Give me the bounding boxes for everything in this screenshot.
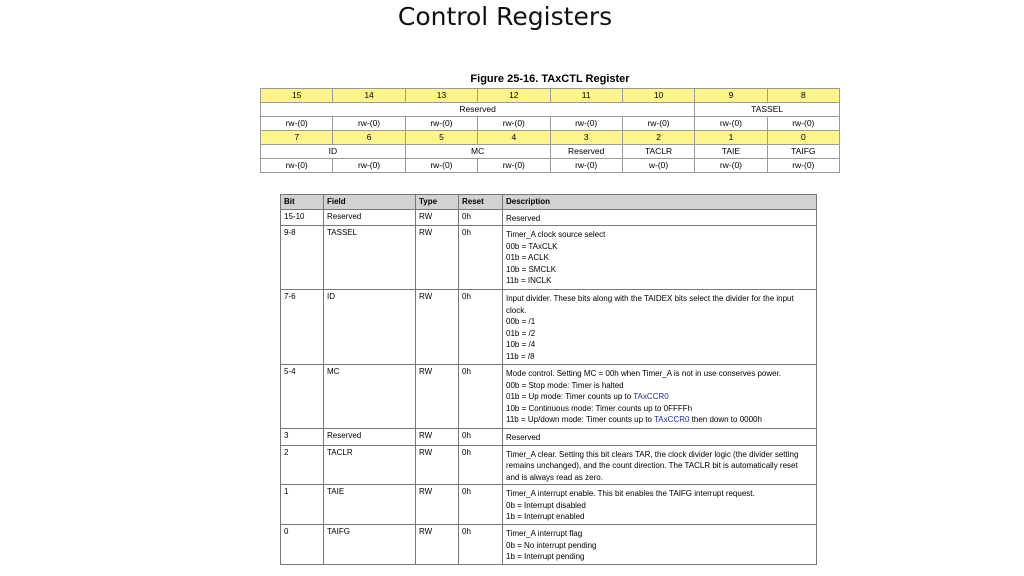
- cell-field: TACLR: [324, 445, 416, 485]
- access-value: rw-(0): [405, 117, 477, 131]
- bit-number: 14: [333, 89, 405, 103]
- desc-line: Timer_A interrupt enable. This bit enables the TAIFG interrupt request.: [506, 489, 755, 498]
- taxccr0-link[interactable]: TAxCCR0: [633, 392, 669, 401]
- cell-bit: 7-6: [281, 290, 324, 365]
- bit-number: 15: [261, 89, 333, 103]
- desc-line: Reserved: [506, 213, 541, 223]
- field-reserved-low: Reserved: [550, 145, 622, 159]
- desc-line: Mode control. Setting MC = 00h when Timer_A is not in use conserves power.: [506, 369, 782, 378]
- desc-line: Timer_A clock source select: [506, 230, 606, 239]
- bit-number: 2: [622, 131, 694, 145]
- cell-bit: 2: [281, 445, 324, 485]
- access-value: rw-(0): [333, 117, 405, 131]
- low-bit-numbers-row: [261, 131, 840, 145]
- desc-line: 01b = /2: [506, 328, 536, 338]
- column-header-bit: Bit: [281, 195, 324, 210]
- cell-field: TAIFG: [324, 525, 416, 565]
- cell-reset: 0h: [459, 485, 503, 525]
- access-value: rw-(0): [478, 117, 550, 131]
- access-value: rw-(0): [767, 159, 839, 173]
- cell-reset: 0h: [459, 209, 503, 226]
- cell-description: [503, 485, 817, 525]
- cell-reset: 0h: [459, 365, 503, 429]
- bit-number: 1: [695, 131, 767, 145]
- bit-number: 9: [695, 89, 767, 103]
- field-tassel: TASSEL: [695, 103, 840, 117]
- bit-number: 7: [261, 131, 333, 145]
- desc-text: then down to 0000h: [689, 415, 762, 424]
- access-value: w-(0): [622, 159, 694, 173]
- desc-line: 1b = Interrupt enabled: [506, 512, 585, 521]
- high-bit-numbers-row: [261, 89, 840, 103]
- bit-number: 13: [405, 89, 477, 103]
- table-row: [281, 290, 817, 365]
- field-id: ID: [261, 145, 406, 159]
- slide-title: Control Registers: [397, 2, 613, 31]
- cell-description: [503, 445, 817, 485]
- cell-reset: 0h: [459, 445, 503, 485]
- desc-line: 0b = Interrupt disabled: [506, 500, 586, 510]
- desc-line: 10b = SMCLK: [506, 264, 557, 274]
- desc-line: 11b = INCLK: [506, 276, 552, 285]
- bit-number: 11: [550, 89, 622, 103]
- low-access-row: [261, 159, 840, 173]
- table-row: [281, 445, 817, 485]
- bit-number: 3: [550, 131, 622, 145]
- desc-line: Timer_A interrupt flag: [506, 529, 583, 538]
- desc-line: [506, 391, 813, 403]
- access-value: rw-(0): [767, 117, 839, 131]
- column-header-description: Description: [503, 195, 817, 210]
- cell-field: Reserved: [324, 429, 416, 446]
- desc-line: 00b = TAxCLK: [506, 241, 558, 251]
- cell-reset: 0h: [459, 525, 503, 565]
- bit-number: 12: [478, 89, 550, 103]
- cell-bit: 3: [281, 429, 324, 446]
- access-value: rw-(0): [622, 117, 694, 131]
- bit-number: 8: [767, 89, 839, 103]
- table-row: [281, 525, 817, 565]
- access-value: rw-(0): [478, 159, 550, 173]
- desc-line: 00b = /1: [506, 317, 536, 326]
- cell-bit: 5-4: [281, 365, 324, 429]
- cell-type: RW: [416, 290, 459, 365]
- desc-line: 10b = /4: [506, 340, 536, 349]
- table-row: [281, 429, 817, 446]
- desc-line: 10b = Continuous mode: Timer counts up to 0FFFFh: [506, 403, 693, 413]
- cell-bit: 0: [281, 525, 324, 565]
- cell-description: [503, 429, 817, 446]
- cell-bit: 15-10: [281, 209, 324, 226]
- cell-type: RW: [416, 209, 459, 226]
- desc-line: 01b = ACLK: [506, 253, 549, 262]
- column-header-reset: Reset: [459, 195, 503, 210]
- field-taclr: TACLR: [622, 145, 694, 159]
- taxccr0-link[interactable]: TAxCCR0: [654, 415, 690, 424]
- field-taifg: TAIFG: [767, 145, 839, 159]
- cell-field: TAIE: [324, 485, 416, 525]
- access-value: rw-(0): [333, 159, 405, 173]
- cell-type: RW: [416, 445, 459, 485]
- register-map: [260, 88, 840, 173]
- access-value: rw-(0): [550, 159, 622, 173]
- cell-description: [503, 290, 817, 365]
- desc-line: Input divider. These bits along with the TAIDEX bits select the divider for the input clock.: [506, 294, 794, 315]
- bit-number: 0: [767, 131, 839, 145]
- cell-type: RW: [416, 365, 459, 429]
- bit-number: 4: [478, 131, 550, 145]
- desc-text: 11b = Up/down mode: Timer counts up to: [506, 415, 655, 424]
- desc-line: 00b = Stop mode: Timer is halted: [506, 380, 624, 390]
- table-header-row: [281, 195, 817, 210]
- cell-bit: 9-8: [281, 226, 324, 290]
- cell-field: Reserved: [324, 209, 416, 226]
- high-fields-row: [261, 103, 840, 117]
- access-value: rw-(0): [550, 117, 622, 131]
- cell-type: RW: [416, 429, 459, 446]
- low-fields-row: [261, 145, 840, 159]
- bit-number: 6: [333, 131, 405, 145]
- column-header-type: Type: [416, 195, 459, 210]
- desc-line: Reserved: [506, 433, 541, 442]
- table-row: [281, 226, 817, 290]
- cell-description: [503, 226, 817, 290]
- figure-title: Figure 25-16. TAxCTL Register: [470, 73, 630, 85]
- high-access-row: [261, 117, 840, 131]
- field-description-table: [280, 194, 817, 565]
- field-taie: TAIE: [695, 145, 767, 159]
- desc-line: 11b = /8: [506, 351, 535, 361]
- field-reserved-high: Reserved: [261, 103, 695, 117]
- cell-reset: 0h: [459, 290, 503, 365]
- cell-field: MC: [324, 365, 416, 429]
- access-value: rw-(0): [695, 117, 767, 131]
- column-header-field: Field: [324, 195, 416, 210]
- desc-line: Timer_A clear. Setting this bit clears TAR, the clock divider logic (the divider setting remains unchanged), and the count direction. The TACLR bit is automatically reset and is always read as zero.: [506, 449, 799, 482]
- cell-reset: 0h: [459, 429, 503, 446]
- desc-line: 0b = No interrupt pending: [506, 540, 597, 550]
- cell-field: ID: [324, 290, 416, 365]
- table-row: [281, 365, 817, 429]
- cell-description: [503, 365, 817, 429]
- cell-reset: 0h: [459, 226, 503, 290]
- field-mc: MC: [405, 145, 550, 159]
- access-value: rw-(0): [261, 117, 333, 131]
- cell-type: RW: [416, 525, 459, 565]
- table-row: [281, 209, 817, 226]
- bit-number: 5: [405, 131, 477, 145]
- bit-number: 10: [622, 89, 694, 103]
- cell-bit: 1: [281, 485, 324, 525]
- table-row: [281, 485, 817, 525]
- cell-type: RW: [416, 485, 459, 525]
- cell-description: [503, 209, 817, 226]
- cell-description: [503, 525, 817, 565]
- access-value: rw-(0): [405, 159, 477, 173]
- desc-text: 01b = Up mode: Timer counts up to: [506, 392, 634, 401]
- cell-field: TASSEL: [324, 226, 416, 290]
- access-value: rw-(0): [695, 159, 767, 173]
- cell-type: RW: [416, 226, 459, 290]
- desc-line: [506, 414, 813, 426]
- desc-line: 1b = Interrupt pending: [506, 552, 585, 561]
- access-value: rw-(0): [261, 159, 333, 173]
